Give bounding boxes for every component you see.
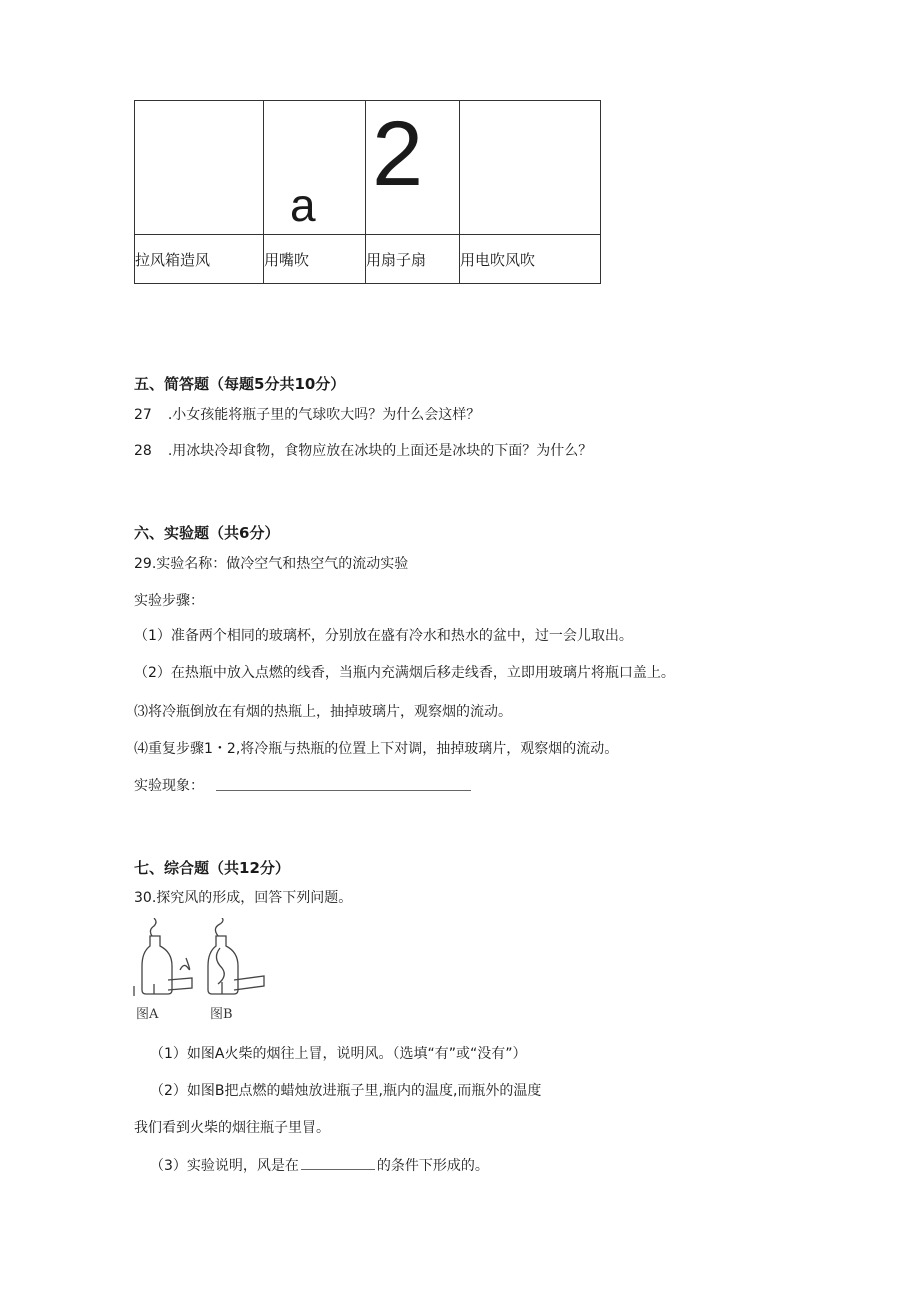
- bottle-experiment-figure: [132, 918, 272, 1026]
- symbol-2: 2: [372, 103, 424, 205]
- wind-condition-blank[interactable]: [301, 1155, 375, 1170]
- figure-label-b: 图B: [210, 1007, 233, 1022]
- q28-number: 28: [134, 443, 152, 459]
- picture-cell-bellows: [135, 101, 264, 235]
- label-bellows: 拉风箱造风: [135, 235, 264, 284]
- question-30: 30.探究风的形成，回答下列问题。: [134, 890, 353, 906]
- step-3: ⑶将冷瓶倒放在有烟的热瓶上，抽掉玻璃片，观察烟的流动。: [134, 704, 512, 720]
- wind-methods-table: [134, 100, 601, 284]
- steps-label: 实验步骤：: [134, 593, 204, 609]
- section5-title: 五、简答题（每题5分共10分）: [134, 375, 346, 393]
- sub3-suffix: 的条件下形成的。: [376, 1158, 489, 1174]
- picture-cell-mouth: [264, 101, 366, 235]
- step-1: （1）准备两个相同的玻璃杯，分别放在盛有冷水和热水的盆中，过一会儿取出。: [134, 628, 633, 644]
- q27-text: .小女孩能将瓶子里的气球吹大吗？为什么会这样？: [167, 407, 481, 423]
- phenomenon-label: 实验现象：: [134, 778, 204, 794]
- step-2: （2）在热瓶中放入点燃的线香，当瓶内充满烟后移走线香，立即用玻璃片将瓶口盖上。: [134, 665, 675, 681]
- sub3-prefix: （3）实验说明，风是在: [150, 1158, 299, 1174]
- sub-question-2: （2）如图B把点燃的蜡烛放进瓶子里,瓶内的温度,而瓶外的温度: [150, 1083, 542, 1099]
- experiment-name: 29.实验名称：做冷空气和热空气的流动实验: [134, 556, 409, 572]
- question-28: [134, 440, 592, 460]
- label-fan: 用扇子扇: [366, 235, 460, 284]
- question-27: [134, 404, 480, 424]
- phenomenon-answer-blank[interactable]: [216, 790, 471, 791]
- sub-question-1: （1）如图A火柴的烟往上冒，说明风。（选填“有”或“没有”）: [150, 1046, 527, 1062]
- table-picture-row: [135, 101, 601, 235]
- label-mouth: 用嘴吹: [264, 235, 366, 284]
- figure-label-a: 图A: [136, 1007, 159, 1022]
- symbol-a: a: [290, 179, 316, 231]
- section7-title: 七、综合题（共12分）: [134, 859, 290, 877]
- q27-number: 27: [134, 407, 152, 423]
- bottle-figure-svg: [132, 918, 272, 1026]
- label-hairdryer: 用电吹风吹: [460, 235, 601, 284]
- sub-question-2-continued: 我们看到火柴的烟往瓶子里冒。: [134, 1120, 330, 1136]
- picture-cell-hairdryer: [460, 101, 601, 235]
- sub-question-3: [150, 1155, 489, 1175]
- q28-text: .用冰块冷却食物，食物应放在冰块的上面还是冰块的下面？为什么？: [167, 443, 593, 459]
- step-4: ⑷重复步骤1・2,将冷瓶与热瓶的位置上下对调，抽掉玻璃片，观察烟的流动。: [134, 741, 619, 757]
- section6-title: 六、实验题（共6分）: [134, 524, 280, 542]
- picture-cell-fan: [366, 101, 460, 235]
- table-label-row: [135, 235, 601, 284]
